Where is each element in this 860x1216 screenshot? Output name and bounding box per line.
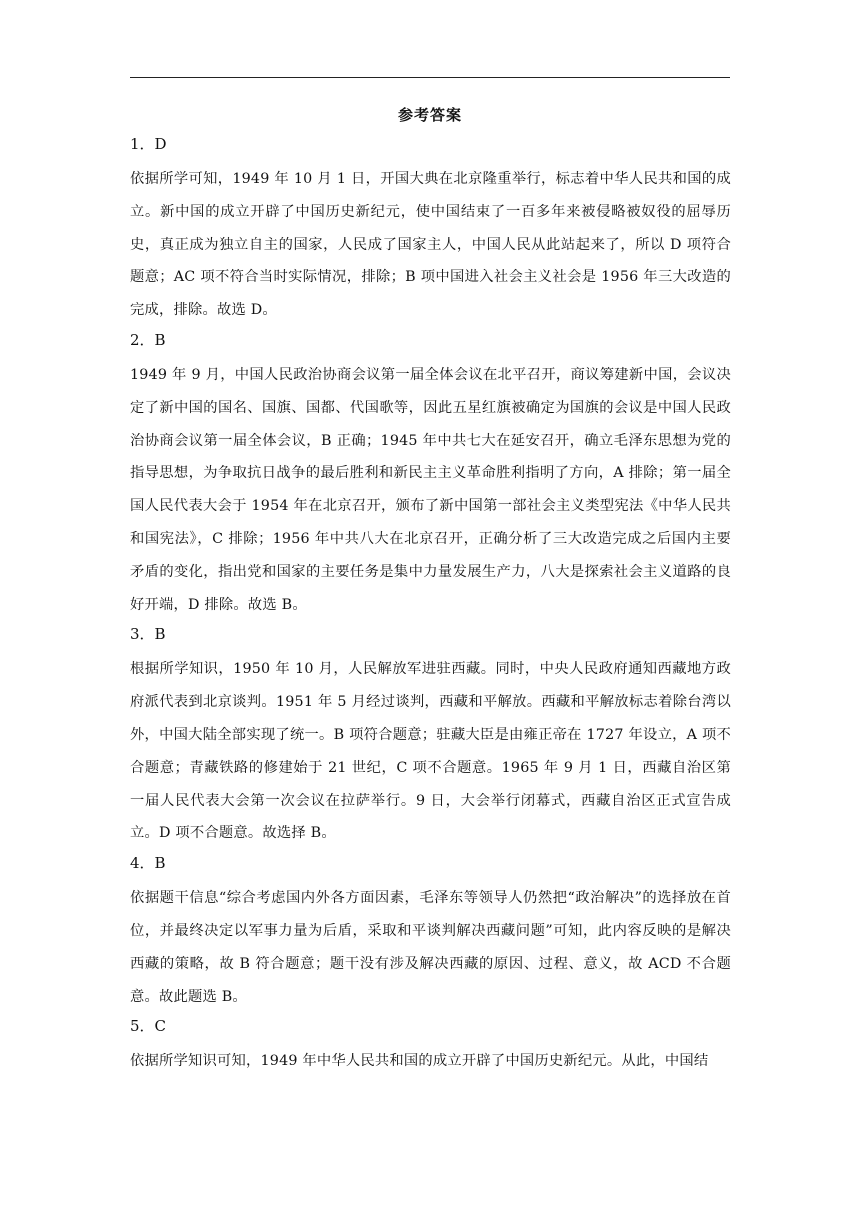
page-title: 参考答案 bbox=[397, 106, 462, 124]
answer-explanation: 根据所学知识，1950 年 10 月，人民解放军进驻西藏。同时，中央人民政府通知西藏地方政府派代表到北京谈判。1951 年 5 月经过谈判，西藏和平解放。西藏和平解放标志着除台湾以外，中国大陆全部实现了统一。B 项符合题意；驻藏大臣是由雍正帝在 1727 年设立，A 项不合题意；青藏铁路的修建始于 21 世纪，C 项不合题意。1965 年 9 月 1 日，西藏自治区第一届人民代表大会第一次会议在拉萨举行。9 日，大会举行闭幕式，西藏自治区正式宣告成立。D 项不合题意。故选择 B。 bbox=[130, 661, 731, 842]
answer-number: 4．B bbox=[130, 854, 166, 873]
answer-number: 5．C bbox=[130, 1017, 167, 1036]
answer-explanation: 依据题干信息“综合考虑国内外各方面因素，毛泽东等领导人仍然把“政治解决”的选择放在首位，并最终决定以军事力量为后盾，采取和平谈判解决西藏问题”可知，此内容反映的是解决西藏的策略，故 B 符合题意；题干没有涉及解决西藏的原因、过程、意义，故 ACD 不合题意。故此题选 B。 bbox=[130, 890, 731, 1005]
answer-number: 1．D bbox=[130, 135, 167, 153]
answer-number: 3．B bbox=[130, 625, 166, 644]
answer-list bbox=[130, 133, 731, 1080]
answer-number: 2．B bbox=[130, 330, 166, 349]
answer-explanation: 依据所学知识可知，1949 年中华人民共和国的成立开辟了中国历史新纪元。从此，中国结 bbox=[130, 1053, 709, 1070]
answer-explanation: 依据所学可知，1949 年 10 月 1 日，开国大典在北京隆重举行，标志着中华人民共和国的成立。新中国的成立开辟了中国历史新纪元，使中国结束了一百多年来被侵略被奴役的屈辱历史，真正成为独立自主的国家，人民成了国家主人，中国人民从此站起来了，所以 D 项符合题意；AC 项不符合当时实际情况，排除；B 项中国进入社会主义社会是 1956 年三大改造的完成，排除。故选 D。 bbox=[130, 171, 731, 319]
answer-explanation: 1949 年 9 月，中国人民政治协商会议第一届全体会议在北平召开，商议筹建新中国，会议决定了新中国的国名、国旗、国都、代国歌等，因此五星红旗被确定为国旗的会议是中国人民政治协商会议第一届全体会议，B 正确；1945 年中共七大在延安召开，确立毛泽东思想为党的指导思想，为争取抗日战争的最后胜利和新民主主义革命胜利指明了方向，A 排除；第一届全国人民代表大会于 1954 年在北京召开，颁布了新中国第一部社会主义类型宪法《中华人民共和国宪法》，C 排除；1956 年中共八大在北京召开，正确分析了三大改造完成之后国内主要矛盾的变化，指出党和国家的主要任务是集中力量发展生产力，八大是探索社会主义道路的良好开端，D 排除。故选 B。 bbox=[130, 366, 731, 613]
header-rule bbox=[130, 77, 730, 78]
